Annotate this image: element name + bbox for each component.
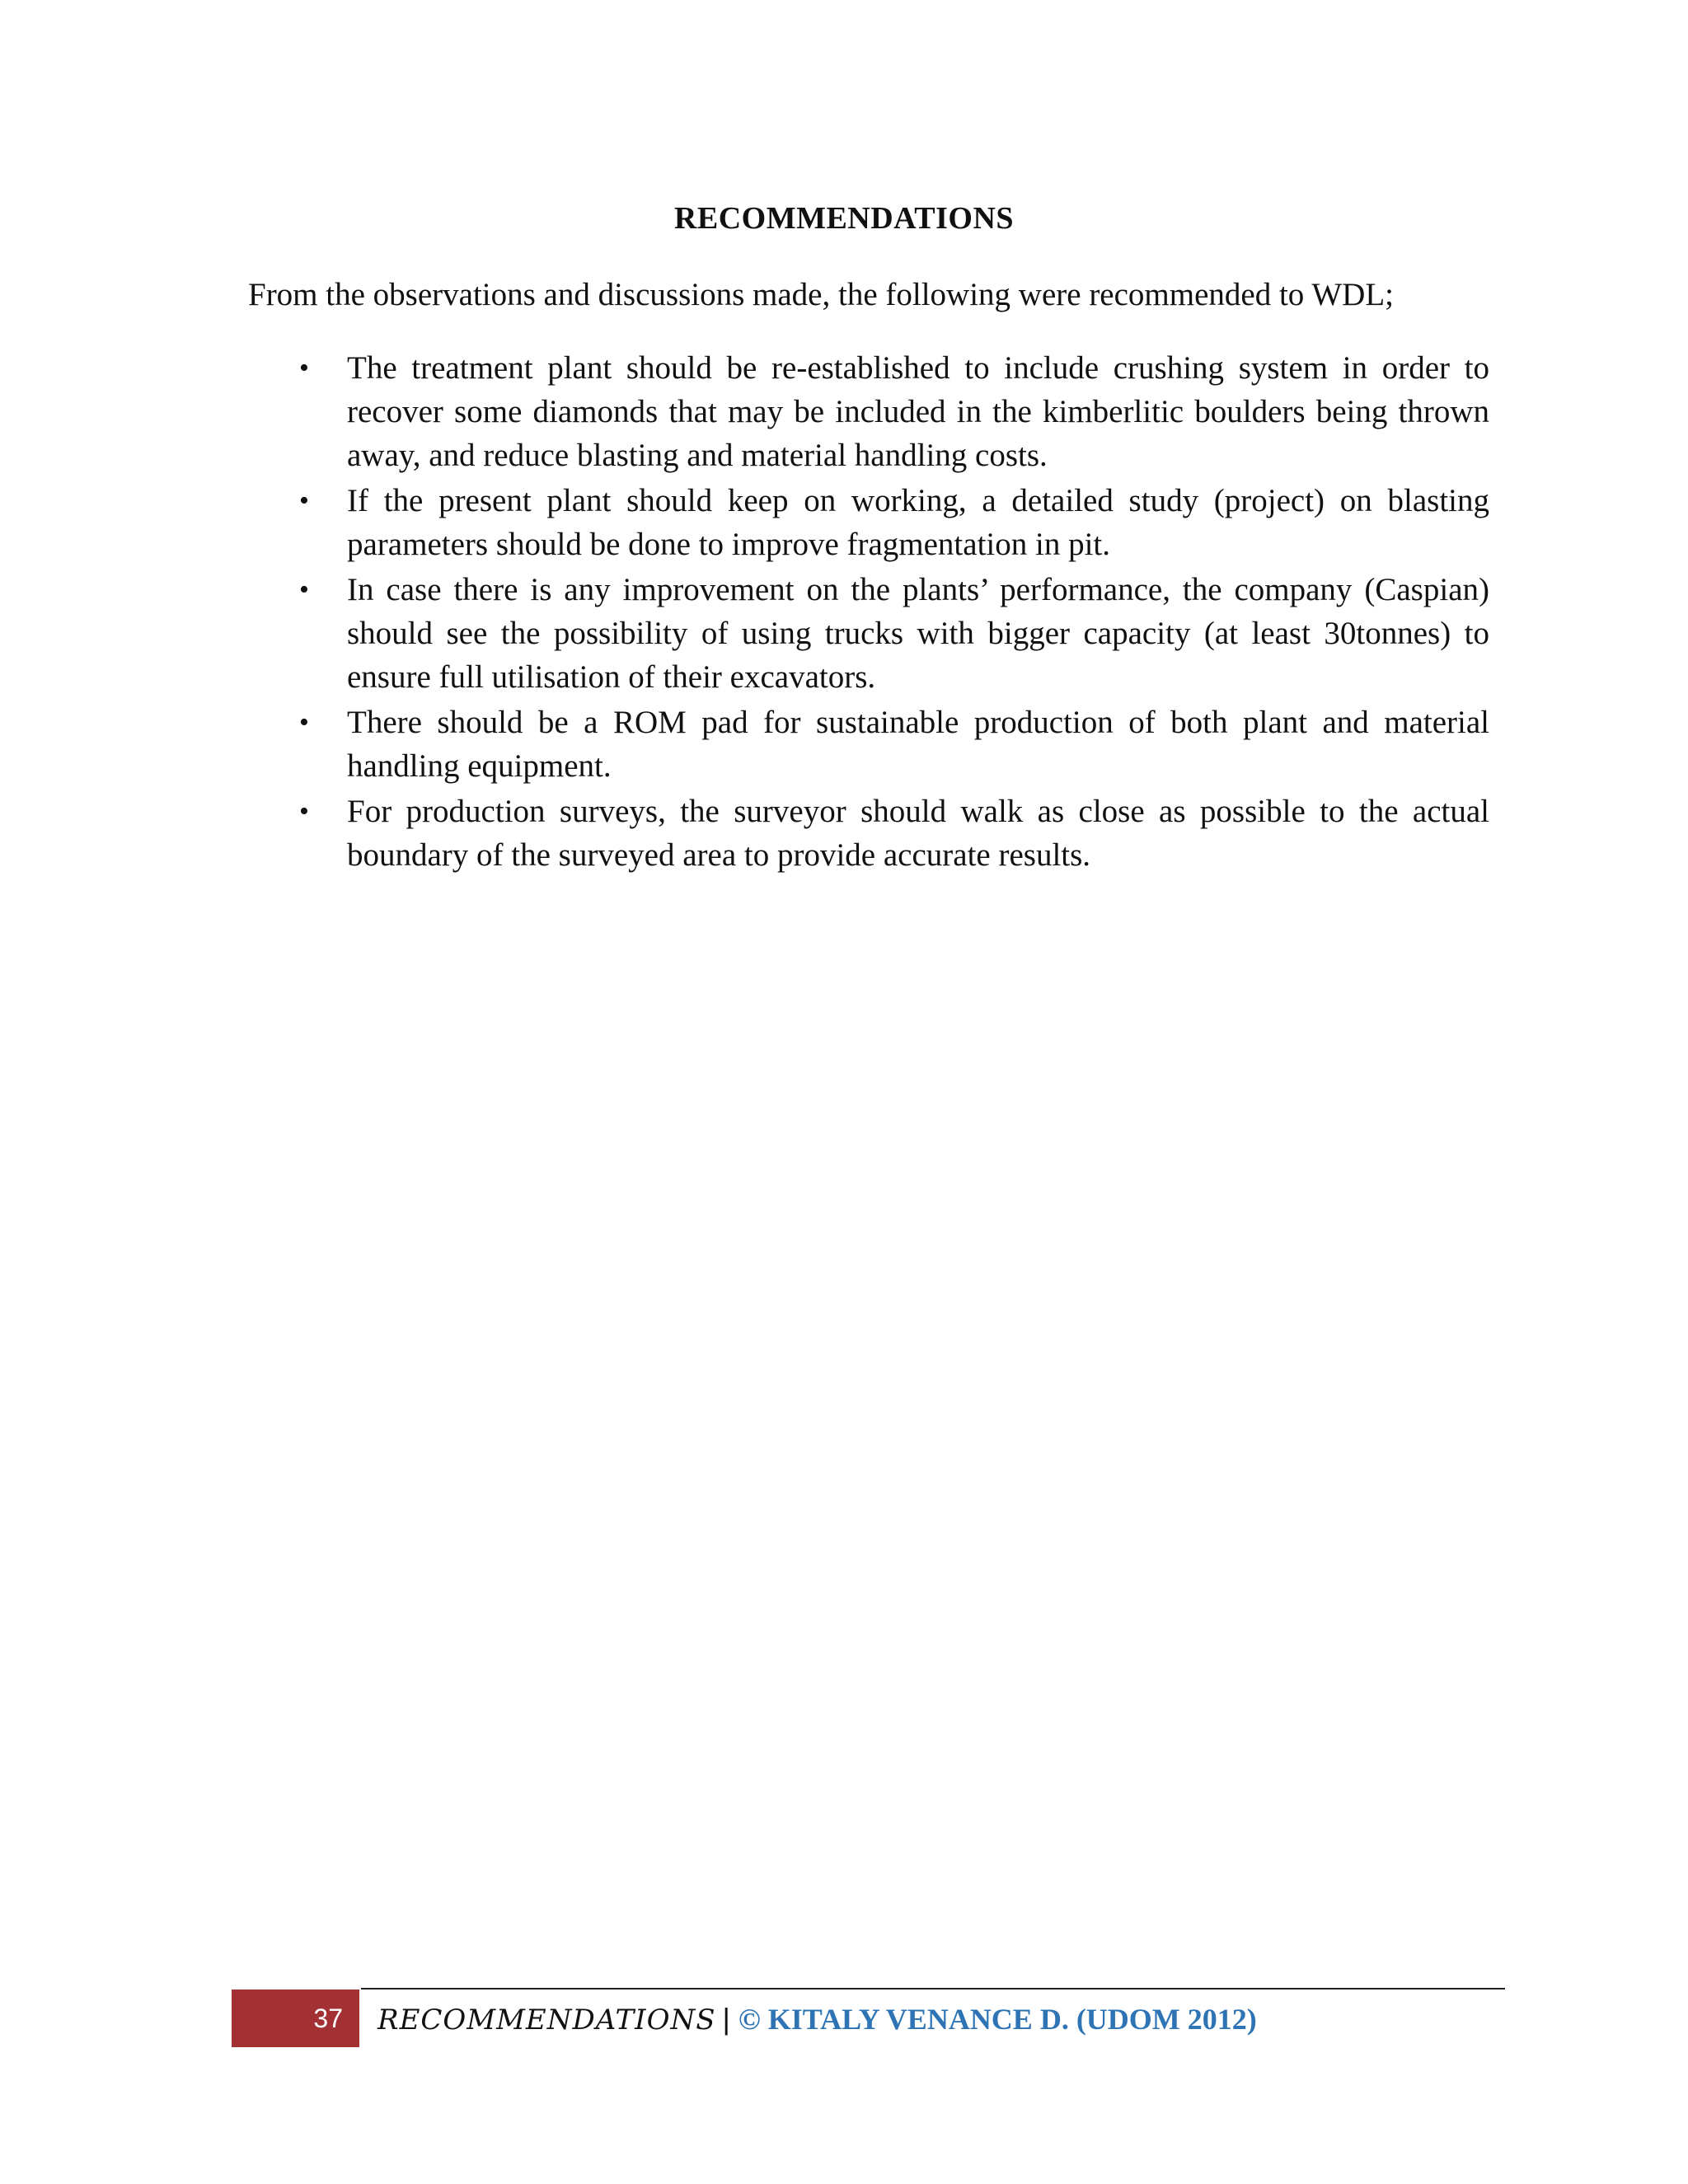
list-item-text: In case there is any improvement on the plants’ performance, the company (Caspian) should see the possibility of using trucks with bigger capacity (at least 30tonnes) to ensure full utilisation of their excavators.: [347, 572, 1489, 695]
list-item-text: If the present plant should keep on working, a detailed study (project) on blasting parameters should be done to improve fragmentation in pit.: [347, 483, 1489, 562]
list-item-text: There should be a ROM pad for sustainable production of both plant and material handling equipment.: [347, 705, 1489, 784]
list-item: [299, 346, 1489, 477]
list-item: [299, 790, 1489, 877]
footer-separator: |: [722, 2002, 730, 2036]
footer-section-title: RECOMMENDATIONS: [377, 2004, 716, 2036]
list-item: [299, 701, 1489, 788]
page-number: 37: [232, 1990, 359, 2047]
footer-divider: [361, 1988, 1505, 1990]
bullet-icon: •: [299, 485, 309, 516]
bullet-icon: •: [299, 707, 309, 738]
list-item-text: The treatment plant should be re-established to include crushing system in order to recover some diamonds that may be included in the kimberlitic boulders being thrown away, and reduce blasting and material handling costs.: [347, 350, 1489, 473]
bullet-icon: •: [299, 353, 309, 383]
list-item: [299, 479, 1489, 566]
list-item: [299, 568, 1489, 699]
list-item-text: For production surveys, the surveyor should walk as close as possible to the actual boundary of the surveyed area to provide accurate results.: [347, 794, 1489, 873]
recommendations-list: [299, 346, 1489, 879]
bullet-icon: •: [299, 796, 309, 827]
intro-paragraph: From the observations and discussions made, the following were recommended to WDL;: [248, 277, 1394, 312]
page-title: RECOMMENDATIONS: [673, 201, 1015, 236]
footer-caption: [377, 1994, 1257, 2044]
bullet-icon: •: [299, 574, 309, 605]
footer-copyright: © KITALY VENANCE D. (UDOM 2012): [738, 2003, 1257, 2036]
